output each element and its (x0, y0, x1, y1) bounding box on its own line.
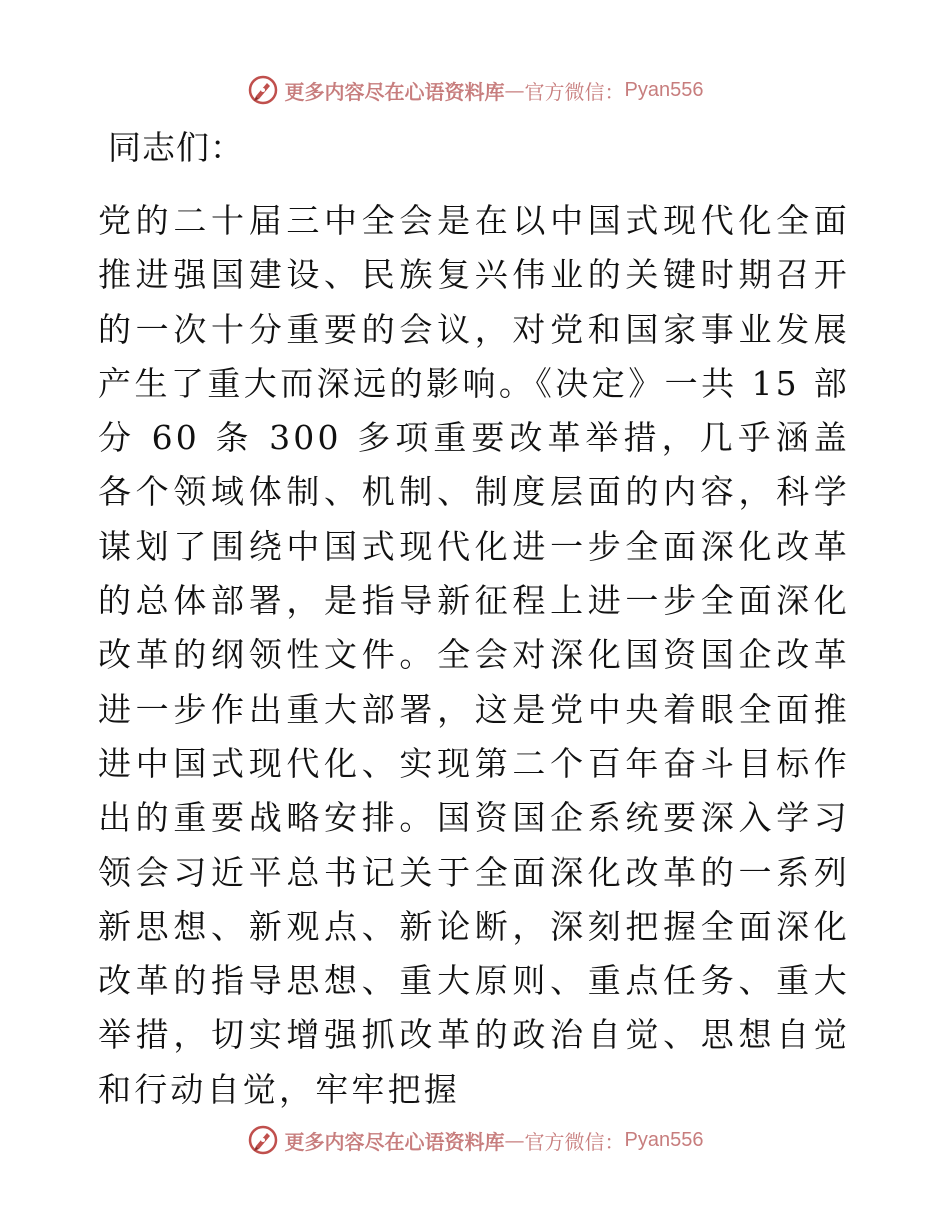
watermark-account-id: Pyan556 (624, 78, 704, 101)
pen-logo-icon (247, 1124, 279, 1156)
footer-watermark (0, 1120, 950, 1160)
watermark-official-label: 官方微信： (524, 1129, 625, 1154)
watermark-main-text: 更多内容尽在心语资料库 (284, 79, 505, 104)
body-paragraph: 党的二十届三中全会是在以中国式现代化全面推进强国建设、民族复兴伟业的关键时期召开的一次十分重要的会议，对党和国家事业发展产生了重大而深远的影响。《决定》一共 15 部分 60 条 300 多项重要改革举措，几乎涵盖各个领域体制、机制、制度层面的内容，科学谋划了围绕中国式现代化进一步全面深化改革的总体部署，是指导新征程上进一步全面深化改革的纲领性文件。全会对深化国资国企改革进一步作出重大部署，这是党中央着眼全面推进中国式现代化、实现第二个百年奋斗目标作出的重要战略安排。国资国企系统要深入学习领会习近平总书记关于全面深化改革的一系列新思想、新观点、新论断，深刻把握全面深化改革的指导思想、重大原则、重点任务、重大举措，切实增强抓改革的政治自觉、思想自觉和行动自觉，牢牢把握 (98, 201, 850, 1109)
watermark-separator: — (504, 78, 525, 102)
watermark-separator: — (504, 1128, 525, 1152)
salutation: 同志们： (108, 128, 244, 167)
pen-logo-icon (247, 74, 279, 106)
watermark-account-id: Pyan556 (624, 1128, 704, 1151)
watermark-main-text: 更多内容尽在心语资料库 (284, 1129, 505, 1154)
header-watermark (0, 70, 950, 110)
watermark-official-label: 官方微信： (524, 79, 625, 104)
